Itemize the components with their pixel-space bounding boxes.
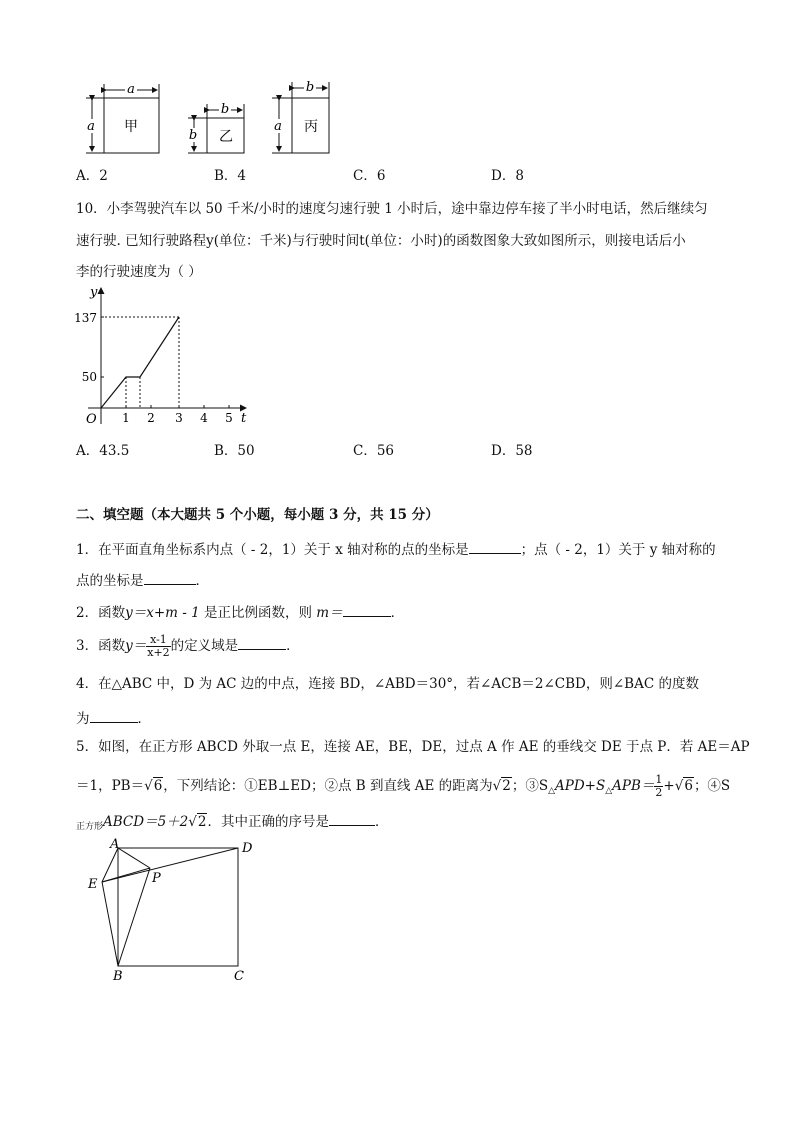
q9-option-b[interactable] xyxy=(214,170,246,184)
q10-line-2: 速行驶. 已知行驶路程y(单位：千米)与行驶时间t(单位：小时)的函数图象大致如图所示，则接电话后小 xyxy=(76,233,686,249)
segment-ae xyxy=(102,848,118,882)
segment-ep xyxy=(102,868,150,882)
point-c-label: C xyxy=(234,969,244,984)
q4-text: 为 xyxy=(76,711,90,727)
x-tick-2: 2 xyxy=(147,411,155,425)
option-letter: D． xyxy=(491,443,516,459)
option-letter: A． xyxy=(76,168,100,184)
option-value: 50 xyxy=(237,443,255,459)
fill-q5-line-3: $_{正方形}$ABCD＝5＋2√2．其中正确的序号是 ． xyxy=(76,814,389,832)
segment-ap xyxy=(118,848,150,868)
q3-denominator: x+2 xyxy=(147,646,170,659)
q1-text-c: 点的坐标是 xyxy=(76,573,144,589)
answer-blank[interactable] xyxy=(90,710,138,723)
triangle-sub: △ xyxy=(548,786,556,796)
option-letter: B． xyxy=(214,443,238,459)
square-abcd xyxy=(118,848,238,966)
fill-q4-line-1: 4．在△ABC 中，D 为 AC 边的中点，连接 BD，∠ABD＝30°，若∠ACB＝2∠CBD，则∠BAC 的度数 xyxy=(76,676,699,692)
point-a-label: A xyxy=(110,837,120,852)
fill-q1-line-1 xyxy=(76,541,716,558)
q2-var: m＝ xyxy=(316,605,343,621)
box-jia xyxy=(85,82,159,153)
option-value: 58 xyxy=(515,443,533,459)
fill-q4-line-2: 为 ． xyxy=(76,711,151,727)
point-b-label: B xyxy=(113,969,123,984)
q5-text-b: ，下列结论：①EB⊥ED；②点 B 到直线 AE 的距离为 xyxy=(163,778,493,794)
box-yi-left-label: b xyxy=(188,128,198,143)
q9-option-a[interactable] xyxy=(76,170,108,184)
sqrt-6-value: 6 xyxy=(153,778,163,794)
q5-text-i: ．其中正确的序号是 xyxy=(207,814,329,830)
q5-text-e: APB＝ xyxy=(612,778,655,794)
box-bing-left-label: a xyxy=(274,119,282,134)
q2-text-a: 2．函数 xyxy=(76,605,126,621)
q3-var: y＝ xyxy=(125,638,147,654)
option-letter: A． xyxy=(76,443,100,459)
answer-blank[interactable] xyxy=(144,572,196,585)
q5-square-figure xyxy=(82,834,262,984)
q10-option-a[interactable] xyxy=(76,445,129,459)
option-value: 6 xyxy=(376,168,386,184)
answer-blank[interactable] xyxy=(343,604,391,617)
q9-option-c[interactable] xyxy=(353,170,385,184)
box-jia-top-label: a xyxy=(127,82,135,97)
q9-boxes-figure xyxy=(70,76,350,166)
y-tick-137: 137 xyxy=(74,311,97,325)
segment-de xyxy=(102,848,238,882)
x-tick-3: 3 xyxy=(175,411,183,425)
option-letter: B． xyxy=(214,168,238,184)
sqrt-symbol: √ xyxy=(674,778,684,794)
q10-distance-time-graph xyxy=(74,284,258,436)
q10-option-d[interactable] xyxy=(491,445,533,459)
sqrt-6-value: 6 xyxy=(684,778,693,794)
q5-text-g: ；④S xyxy=(693,778,731,794)
q3-numerator: x-1 xyxy=(146,634,170,647)
option-value: 2 xyxy=(99,168,108,184)
option-value: 8 xyxy=(515,168,524,184)
fill-q5-line-2 xyxy=(76,772,730,805)
fill-q2: 2．函数y＝x+m - 1 是正比例函数，则 m＝ ． xyxy=(76,605,405,621)
box-bing xyxy=(272,80,329,153)
answer-blank[interactable] xyxy=(238,637,286,650)
fill-q5-line-1: 5．如图，在正方形 ABCD 外取一点 E，连接 AE，BE，DE，过点 A 作 AE 的垂线交 DE 于点 P．若 AE＝AP xyxy=(76,739,750,755)
half-numerator: 1 xyxy=(655,773,663,787)
x-tick-4: 4 xyxy=(200,411,208,425)
option-letter: D． xyxy=(491,168,516,184)
option-letter: C． xyxy=(353,443,377,459)
point-d-label: D xyxy=(242,841,253,856)
q10-option-b[interactable] xyxy=(214,445,255,459)
option-value: 56 xyxy=(376,443,395,459)
q1-text-b: ；点（ - 2，1）关于 y 轴对称的 xyxy=(520,542,716,558)
segment-be xyxy=(102,882,118,966)
box-jia-left-label: a xyxy=(87,119,95,134)
triangle-sub: △ xyxy=(605,786,613,796)
option-letter: C． xyxy=(353,168,377,184)
fill-q3: 3．函数y＝ $\frac{x-1}{x+2}$ 的定义域是 ． xyxy=(76,633,300,659)
box-bing-top-label: b xyxy=(305,80,315,95)
answer-blank[interactable] xyxy=(469,541,521,554)
half-denominator: 2 xyxy=(655,786,663,799)
q3-text-b: 的定义域是 xyxy=(170,638,239,654)
q3-text-a: 3．函数 xyxy=(76,638,126,654)
box-bing-label: 丙 xyxy=(304,119,318,135)
q5-text-h: ABCD＝5＋2 xyxy=(103,814,189,830)
q5-text-c: ；③S xyxy=(511,778,549,794)
q9-option-d[interactable] xyxy=(491,170,524,184)
q5-text-a: ＝1，PB＝ xyxy=(76,778,145,794)
point-p-label: P xyxy=(152,871,161,886)
y-tick-50: 50 xyxy=(81,370,97,384)
q10-line-3: 李的行驶速度为（ ） xyxy=(76,264,202,280)
box-yi-label: 乙 xyxy=(219,129,233,145)
x-tick-5: 5 xyxy=(225,411,233,425)
point-e-label: E xyxy=(88,877,98,892)
box-jia-label: 甲 xyxy=(124,119,138,135)
x-tick-1: 1 xyxy=(122,411,130,425)
y-axis-label: y xyxy=(90,285,98,300)
answer-blank[interactable] xyxy=(329,813,375,826)
segment-pb xyxy=(118,868,150,966)
fill-q1-line-2: 点的坐标是 ． xyxy=(76,573,209,589)
q10-option-c[interactable] xyxy=(353,445,394,459)
box-yi-top-label: b xyxy=(220,102,230,117)
section-2-heading: 二、填空题（本大题共 5 个小题，每小题 3 分，共 15 分） xyxy=(76,507,439,523)
square-sub: 正方形 xyxy=(76,822,104,832)
sqrt-2-value: 2 xyxy=(502,778,511,794)
option-value: 4 xyxy=(237,168,247,184)
sqrt-2-value: 2 xyxy=(197,814,207,830)
q10-line-1: 10．小李驾驶汽车以 50 千米/小时的速度匀速行驶 1 小时后，途中靠边停车接了半小时电话，然后继续匀 xyxy=(76,201,708,217)
sqrt-symbol: √ xyxy=(188,814,197,830)
box-yi xyxy=(187,102,244,153)
sqrt-symbol: √ xyxy=(144,778,153,794)
q5-text-d: APD+S xyxy=(555,778,606,794)
origin-label: O xyxy=(86,412,97,427)
q2-text-b: 是正比例函数，则 xyxy=(199,605,317,621)
option-value: 43.5 xyxy=(99,443,130,459)
sqrt-symbol: √ xyxy=(492,778,502,794)
q1-text-a: 1．在平面直角坐标系内点（ - 2，1）关于 x 轴对称的点的坐标是 xyxy=(76,542,469,558)
q3-fraction xyxy=(146,634,170,658)
x-axis-label: t xyxy=(241,411,247,426)
q2-formula: y＝x+m - 1 xyxy=(125,605,200,621)
q5-text-f: + xyxy=(663,778,675,794)
